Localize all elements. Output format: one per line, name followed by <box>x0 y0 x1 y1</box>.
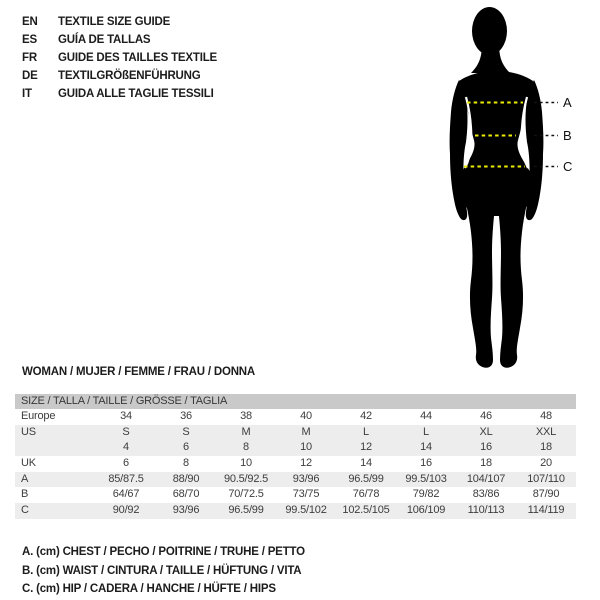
section-title: WOMAN / MUJER / FEMME / FRAU / DONNA <box>22 366 256 378</box>
table-cell: 107/110 <box>527 472 565 485</box>
table-row-europe <box>15 409 576 425</box>
table-cell: 48 <box>540 410 552 422</box>
language-row-it <box>22 85 217 103</box>
table-cell: 38 <box>240 410 252 422</box>
legend-line: B. (cm) WAIST / CINTURA / TAILLE / HÜFTUNG / VITA <box>22 564 302 577</box>
label-chest: A <box>563 95 572 110</box>
row-label: A <box>21 472 29 485</box>
row-label: US <box>21 425 36 438</box>
table-cell: L <box>363 425 369 438</box>
language-title: GUIDE DES TAILLES TEXTILE <box>58 52 217 64</box>
row-label: Europe <box>21 410 56 422</box>
language-code: FR <box>22 52 37 64</box>
language-row-fr <box>22 49 217 67</box>
row-label: C <box>21 504 29 517</box>
table-cell: 20 <box>540 457 552 470</box>
table-cell: 90.5/92.5 <box>223 472 269 485</box>
row-label: UK <box>21 457 36 470</box>
language-row-de <box>22 67 217 85</box>
table-cell: 10 <box>240 457 252 470</box>
label-waist: B <box>563 128 572 143</box>
table-cell: M <box>241 425 251 438</box>
language-title: GUÍA DE TALLAS <box>58 34 151 46</box>
table-cell: 83/86 <box>472 488 500 501</box>
table-cell: 87/90 <box>532 488 560 501</box>
legend-line: C. (cm) HIP / CADERA / HANCHE / HÜFTE / HIPS <box>22 583 276 595</box>
table-cell: 34 <box>120 410 132 422</box>
language-code: IT <box>22 88 32 100</box>
table-cell: 14 <box>420 441 432 454</box>
row-label <box>15 440 96 456</box>
table-cell: 4 <box>123 441 129 454</box>
table-cell: 14 <box>360 457 372 470</box>
language-code: ES <box>22 34 37 46</box>
table-cell: 16 <box>480 441 492 454</box>
table-cell: 96.5/99 <box>348 472 384 485</box>
table-cell: XL <box>479 425 493 438</box>
table-row-uk <box>15 456 576 472</box>
table-cell: XXL <box>535 425 557 438</box>
table-cell: 36 <box>180 410 192 422</box>
table-cell: S <box>122 425 130 438</box>
table-cell: 70/72.5 <box>228 488 264 501</box>
table-cell: S <box>182 425 190 438</box>
table-cell: 44 <box>420 410 432 422</box>
woman-silhouette-icon <box>415 0 600 380</box>
table-row-us-numeric <box>15 440 576 456</box>
table-cell: 40 <box>300 410 312 422</box>
language-code: EN <box>22 16 38 28</box>
table-cell: 16 <box>420 457 432 470</box>
table-cell: 46 <box>480 410 492 422</box>
table-cell: 76/78 <box>352 488 380 501</box>
language-code: DE <box>22 70 38 82</box>
table-cell: 18 <box>540 441 552 454</box>
language-list <box>22 13 217 103</box>
table-cell: 88/90 <box>172 472 200 485</box>
table-cell: 6 <box>183 441 189 454</box>
table-cell: 12 <box>360 441 372 454</box>
measurement-legend <box>22 543 305 599</box>
language-row-es <box>22 31 217 49</box>
table-cell: L <box>423 425 429 438</box>
table-cell: 110/113 <box>467 504 505 517</box>
table-cell: 64/67 <box>112 488 140 501</box>
language-row-en <box>22 13 217 31</box>
table-cell: 6 <box>123 457 129 470</box>
body-measurement-figure <box>415 0 600 380</box>
table-cell: 79/82 <box>412 488 440 501</box>
table-cell: M <box>301 425 311 438</box>
table-cell: 10 <box>300 441 312 454</box>
table-cell: 73/75 <box>292 488 320 501</box>
table-row-c <box>15 503 576 519</box>
table-cell: 90/92 <box>112 504 140 517</box>
table-cell: 99.5/103 <box>405 472 447 485</box>
language-title: TEXTILGRÖßENFÜHRUNG <box>58 70 201 82</box>
table-cell: 106/109 <box>406 504 446 517</box>
table-cell: 93/96 <box>172 504 200 517</box>
table-cell: 18 <box>480 457 492 470</box>
table-cell: 85/87.5 <box>108 472 144 485</box>
table-cell: 42 <box>360 410 372 422</box>
table-cell: 12 <box>300 457 312 470</box>
table-cell: 102.5/105 <box>342 504 390 517</box>
table-cell: 99.5/102 <box>285 504 327 517</box>
table-row-b <box>15 487 576 503</box>
table-cell: 114/119 <box>527 504 565 517</box>
table-cell: 96.5/99 <box>228 504 264 517</box>
table-cell: 93/96 <box>292 472 320 485</box>
language-title: TEXTILE SIZE GUIDE <box>58 16 171 28</box>
table-row-a <box>15 472 576 488</box>
table-row-us <box>15 425 576 441</box>
table-cell: 68/70 <box>172 488 200 501</box>
row-label: B <box>21 488 29 501</box>
size-table <box>15 394 576 519</box>
language-title: GUIDA ALLE TAGLIE TESSILI <box>58 88 214 100</box>
legend-line: A. (cm) CHEST / PECHO / POITRINE / TRUHE / PETTO <box>22 546 305 558</box>
size-table-body <box>15 409 576 519</box>
table-cell: 8 <box>243 441 249 454</box>
table-cell: 104/107 <box>466 472 506 485</box>
size-table-header: SIZE / TALLA / TAILLE / GRÖSSE / TAGLIA <box>15 394 576 409</box>
table-cell: 8 <box>183 457 189 470</box>
label-hip: C <box>563 159 573 174</box>
